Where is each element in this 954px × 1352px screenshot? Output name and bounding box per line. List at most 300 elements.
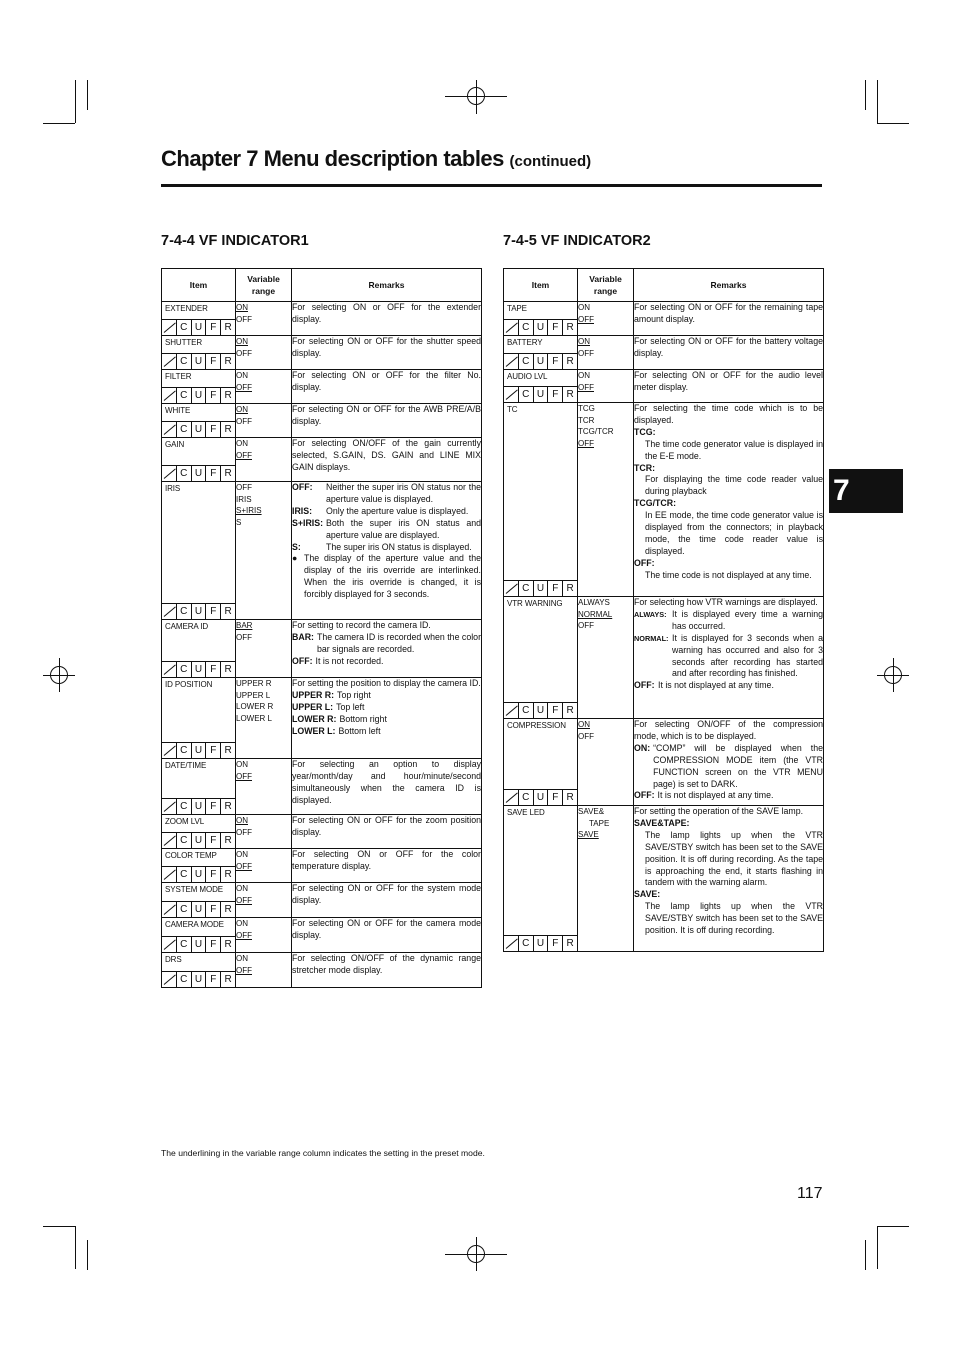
cufr-letter: F [205,320,220,335]
cufr-indicator [504,386,577,402]
range-option: SAVE& [578,807,605,816]
range-option: UPPER R [236,679,272,688]
cufr-indicator [162,319,235,335]
remarks-text: For selecting ON or OFF for the extender display. [292,302,481,324]
cufr-letter: U [191,867,206,882]
diagonal-mark [162,867,176,882]
diagonal-mark [504,703,518,718]
cufr-letter: F [547,354,562,369]
cufr-letter: F [547,936,562,951]
cufr-letter: R [562,581,577,596]
item-name: ID POSITION [165,680,213,689]
note-text: The display of the aperture value and the display of the iris override are interlinked. When the iris override is changed, it is forcibly displayed for 3 seconds. [304,553,481,600]
table-row [504,370,824,403]
range-cell [236,849,292,883]
table-header-row [504,269,824,302]
range-option: ALWAYS [578,598,610,607]
definition [292,656,481,668]
definition [292,518,481,542]
cufr-letter: F [205,937,220,952]
range-cell [578,336,634,370]
definition-key: LOWER R: [292,713,337,724]
remarks-text: For selecting ON or OFF for the filter No. display. [292,370,481,392]
vf-indicator1-table [161,268,482,988]
range-cell [236,370,292,404]
cufr-letter: U [191,388,206,403]
cufr-letter: R [220,867,235,882]
cufr-letter: F [205,354,220,369]
definition-key: OFF: [292,655,313,666]
cufr-letter: C [176,320,191,335]
range-option: OFF [578,731,594,741]
item-cell [504,403,578,597]
definition [634,633,823,681]
item-cell [162,815,236,849]
remarks-text: For selecting ON or OFF for the audio level meter display. [634,370,823,392]
diagonal-mark [162,422,176,437]
range-option: OFF [236,930,252,940]
table-row [162,759,482,815]
cufr-letter: U [191,422,206,437]
item-name: BATTERY [507,338,543,347]
table-row [162,336,482,370]
table-row [504,719,824,806]
diagonal-mark [162,937,176,952]
item-cell [162,482,236,620]
diagonal-mark [504,936,518,951]
range-option: NORMAL [578,609,613,619]
range-cell [578,403,634,597]
range-option: ON [236,439,248,448]
item-name: FILTER [165,372,192,381]
range-cell [236,336,292,370]
definition [634,743,823,791]
cufr-letter: R [220,902,235,917]
table-row [162,883,482,918]
range-option: ON [236,371,248,380]
cufr-indicator [162,798,235,814]
item-name: DRS [165,955,182,964]
cufr-letter: F [205,743,220,758]
definition [634,609,823,633]
item-name: AUDIO LVL [507,372,548,381]
remarks-text: For selecting ON/OFF of the gain currently selected, S.GAIN, DS. GAIN and LINE MIX GAIN displays. [292,438,481,472]
range-cell [578,719,634,806]
definition [292,482,481,506]
cufr-letter: F [205,422,220,437]
col-header-remarks: Remarks [292,269,482,302]
definition-key: OFF: [634,680,655,691]
cufr-indicator [162,832,235,848]
cufr-letter: R [220,937,235,952]
chapter-title: Chapter 7 Menu description tables (continued) [161,146,592,171]
block-value: The lamp lights up when the VTR SAVE/STBY switch has been set to the SAVE position. It is off during recording. As the tape is approaching the end, it starts flashing in tandem with the warning alarm. [645,829,823,888]
cufr-letter: U [533,936,548,951]
cufr-letter: C [518,354,533,369]
cufr-letter: C [176,466,191,481]
definition-value: It is displayed every time a warning has occurred. [672,608,823,631]
remarks-intro: For setting the position to display the camera ID. [292,678,481,688]
cufr-letter: U [191,902,206,917]
item-name: SYSTEM MODE [165,885,224,894]
block-value: The time code generator value is displayed in the E-E mode. [645,438,823,461]
cufr-letter: C [176,743,191,758]
cufr-letter: C [518,790,533,805]
block-key: TCG/TCR: [634,498,677,509]
definition-value: It is displayed for 3 seconds when a warning has occurred and also for 3 seconds after recording has started and after recording has finished. [672,632,823,679]
cufr-letter: R [220,662,235,677]
cufr-indicator [162,901,235,917]
cufr-indicator [504,789,577,805]
block-key: OFF: [634,557,655,568]
cufr-letter: C [176,604,191,619]
cufr-letter: U [533,703,548,718]
remarks-cell [292,482,482,620]
diagonal-mark [162,354,176,369]
table-row [162,953,482,988]
table-row [504,597,824,719]
item-name: CAMERA ID [165,622,209,631]
diagonal-mark [162,662,176,677]
range-cell [236,620,292,678]
range-option: ON [236,337,248,346]
range-option: ON [236,919,248,928]
cufr-letter: R [562,320,577,335]
remarks-text: For selecting an option to display year/month/day and hour/minute/second simultaneously when the camera ID is displayed. [292,759,481,805]
cufr-letter: F [205,867,220,882]
definition-value: Top right [337,689,371,700]
range-cell [236,883,292,918]
range-option: OFF [578,438,594,448]
remarks-intro: For setting to record the camera ID. [292,620,431,630]
item-cell [504,336,578,370]
item-cell [162,336,236,370]
range-option: OFF [236,348,252,358]
definition [292,506,481,518]
range-option: OFF [236,450,252,460]
cufr-letter: C [176,833,191,848]
range-option: OFF [578,382,594,392]
block-key: TCG: [634,426,656,437]
definition-key: ON: [634,742,651,753]
diagonal-mark [162,972,176,987]
definition-key: OFF: [634,790,655,801]
definition-value: Bottom right [339,713,387,724]
cufr-indicator [162,603,235,619]
cufr-letter: C [176,902,191,917]
diagonal-mark [162,833,176,848]
remarks-text: For selecting ON/OFF of the dynamic range stretcher mode display. [292,953,481,975]
cufr-letter: R [562,703,577,718]
range-option: ON [236,850,248,859]
cufr-indicator [504,935,577,951]
cufr-letter: R [562,387,577,402]
remarks-cell [292,759,482,815]
cufr-letter: U [533,581,548,596]
table-row [504,336,824,370]
chapter-tab: 7 [829,469,903,513]
block-key: SAVE: [634,889,661,900]
range-option: LOWER L [236,713,273,723]
definition-value: Bottom left [338,725,381,736]
remarks-cell [292,918,482,953]
block-key: TCR: [634,462,656,473]
cufr-letter: U [191,972,206,987]
cufr-indicator [162,866,235,882]
diagonal-mark [504,354,518,369]
range-cell [236,438,292,482]
block-key: SAVE&TAPE: [634,817,690,828]
definition-value: It is not displayed at any time. [658,680,774,691]
diagonal-mark [162,604,176,619]
remarks-cell [634,806,824,952]
col-header-item: Item [162,269,236,302]
cufr-indicator [162,661,235,677]
block-value: The time code is not displayed at any time. [645,569,812,580]
cufr-letter: F [205,604,220,619]
range-option: OFF [578,348,594,358]
range-cell [578,370,634,403]
cufr-letter: R [562,790,577,805]
cufr-letter: F [547,387,562,402]
remarks-cell [292,404,482,438]
table-row [162,849,482,883]
range-cell [578,806,634,952]
range-cell [578,302,634,336]
table-row [162,918,482,953]
cufr-letter: R [220,833,235,848]
remarks-text: For selecting ON or OFF for the system mode display. [292,883,481,905]
range-option: IRIS [236,494,252,504]
diagonal-mark [162,902,176,917]
cufr-letter: C [176,972,191,987]
definition-key: BAR: [292,631,314,642]
remarks-cell [292,302,482,336]
range-option: OFF [236,483,252,492]
range-option: LOWER R [236,702,274,712]
cufr-letter: U [533,790,548,805]
range-cell [236,482,292,620]
diagonal-mark [504,320,518,335]
range-option: OFF [578,621,594,631]
cufr-indicator [162,936,235,952]
cufr-letter: F [547,703,562,718]
definition-key: S+IRIS: [292,517,324,528]
item-name: COMPRESSION [507,721,566,730]
cufr-letter: U [533,387,548,402]
col-header-range: Variable range [236,269,292,302]
cufr-indicator [504,319,577,335]
block-value: For displaying the time code reader value during playback [645,474,823,497]
table-row [162,620,482,678]
range-option: OFF [236,632,252,642]
cufr-letter: U [191,354,206,369]
remarks-cell [634,719,824,806]
definition [292,542,481,554]
item-name: EXTENDER [165,304,208,313]
footnote: The underlining in the variable range column indicates the setting in the preset mode. [161,1148,485,1158]
range-option: TCR [578,415,595,425]
cufr-indicator [504,702,577,718]
definition-key: NORMAL: [634,633,669,643]
cufr-indicator [504,580,577,596]
cufr-letter: F [205,833,220,848]
item-name: IRIS [165,484,181,493]
range-option: ON [236,405,248,414]
cufr-letter: C [176,354,191,369]
definition [634,790,823,802]
note [292,553,481,601]
col-header-range: Variable range [578,269,634,302]
diagonal-mark [504,790,518,805]
item-name: SHUTTER [165,338,203,347]
item-cell [504,806,578,952]
item-name: CAMERA MODE [165,920,224,929]
definition-key: S: [292,541,301,552]
cufr-letter: C [518,936,533,951]
range-option: ON [236,303,248,312]
table-row [162,482,482,620]
range-option: ON [578,720,590,729]
range-cell [236,404,292,438]
remarks-cell [292,620,482,678]
range-option: ON [578,303,590,312]
definition-value: Top left [336,701,365,712]
range-option: ON [236,954,248,963]
definition-key: UPPER R: [292,689,335,700]
cufr-indicator [162,421,235,437]
cufr-letter: U [191,466,206,481]
table-row [162,678,482,759]
range-option: OFF [236,895,252,905]
cufr-letter: C [518,703,533,718]
range-option: OFF [236,965,252,975]
bullet-icon: ● [292,553,298,564]
remarks-cell [634,403,824,597]
range-option: S [236,517,242,527]
definition-value: The camera ID is recorded when the color bar signals are recorded. [317,631,481,654]
cufr-letter: U [191,604,206,619]
cufr-letter: C [518,387,533,402]
cufr-letter: F [547,320,562,335]
range-option: OFF [236,382,252,392]
range-option: UPPER L [236,690,271,700]
section-title-vf-indicator1: 7-4-4 VF INDICATOR1 [161,233,309,249]
cufr-letter: C [176,388,191,403]
item-cell [162,302,236,336]
range-cell [236,918,292,953]
range-option: BAR [236,621,253,630]
remarks-cell [634,597,824,719]
cufr-letter: F [547,581,562,596]
cufr-letter: R [220,354,235,369]
section-title-vf-indicator2: 7-4-5 VF INDICATOR2 [503,233,651,249]
table-row [162,815,482,849]
range-option: ON [236,760,248,769]
range-option: OFF [578,314,594,324]
cufr-letter: F [205,902,220,917]
definition [292,690,481,702]
cufr-letter: C [176,799,191,814]
item-cell [162,883,236,918]
table-row [162,370,482,404]
cufr-indicator [162,971,235,987]
cufr-letter: R [562,936,577,951]
table-row [504,403,824,597]
cufr-letter: F [205,388,220,403]
cufr-letter: R [220,743,235,758]
cufr-letter: F [205,799,220,814]
cufr-letter: U [191,743,206,758]
item-name: WHITE [165,406,191,415]
remarks-cell [634,336,824,370]
item-cell [162,953,236,988]
remarks-text: For selecting ON or OFF for the camera mode display. [292,918,481,940]
remarks-cell [634,302,824,336]
definition-value: Only the aperture value is displayed. [326,505,469,516]
item-cell [504,597,578,719]
item-cell [162,918,236,953]
definition [292,714,481,726]
table-row [162,302,482,336]
remarks-cell [292,438,482,482]
definition-key: OFF: [292,482,313,492]
cufr-letter: U [533,320,548,335]
cufr-indicator [504,353,577,369]
diagonal-mark [162,466,176,481]
range-cell [236,302,292,336]
remarks-intro: For selecting the time code which is to be displayed. [634,403,823,425]
cufr-letter: U [191,833,206,848]
definition [292,726,481,738]
cufr-letter: U [191,320,206,335]
definition-value: It is not displayed at any time. [657,790,774,801]
remarks-intro: For selecting how VTR warnings are displayed. [634,597,818,607]
remarks-cell [292,815,482,849]
remarks-text: For selecting ON or OFF for the zoom position display. [292,815,481,837]
definition-key: UPPER L: [292,701,334,712]
item-cell [504,719,578,806]
diagonal-mark [162,388,176,403]
cufr-letter: R [220,388,235,403]
remarks-cell [292,953,482,988]
cufr-letter: R [220,422,235,437]
item-cell [162,620,236,678]
page-number: 117 [797,1185,823,1202]
definition [634,680,823,692]
cufr-letter: U [533,354,548,369]
range-option: ON [578,371,590,380]
item-name: TAPE [507,304,527,313]
range-cell [236,953,292,988]
remarks-cell [292,336,482,370]
cufr-letter: R [220,604,235,619]
item-name: DATE/TIME [165,761,207,770]
remarks-text: For selecting ON or OFF for the color temperature display. [292,849,481,871]
item-cell [162,759,236,815]
range-cell [236,759,292,815]
cufr-letter: C [176,422,191,437]
item-name: COLOR TEMP [165,851,217,860]
cufr-letter: C [176,662,191,677]
cufr-letter: R [220,320,235,335]
item-name: VTR WARNING [507,599,563,608]
remarks-cell [292,678,482,759]
item-name: SAVE LED [507,808,545,817]
definition-value: Both the super iris ON status and aperture value are displayed. [326,517,481,540]
range-option: OFF [236,827,252,837]
cufr-letter: F [205,466,220,481]
